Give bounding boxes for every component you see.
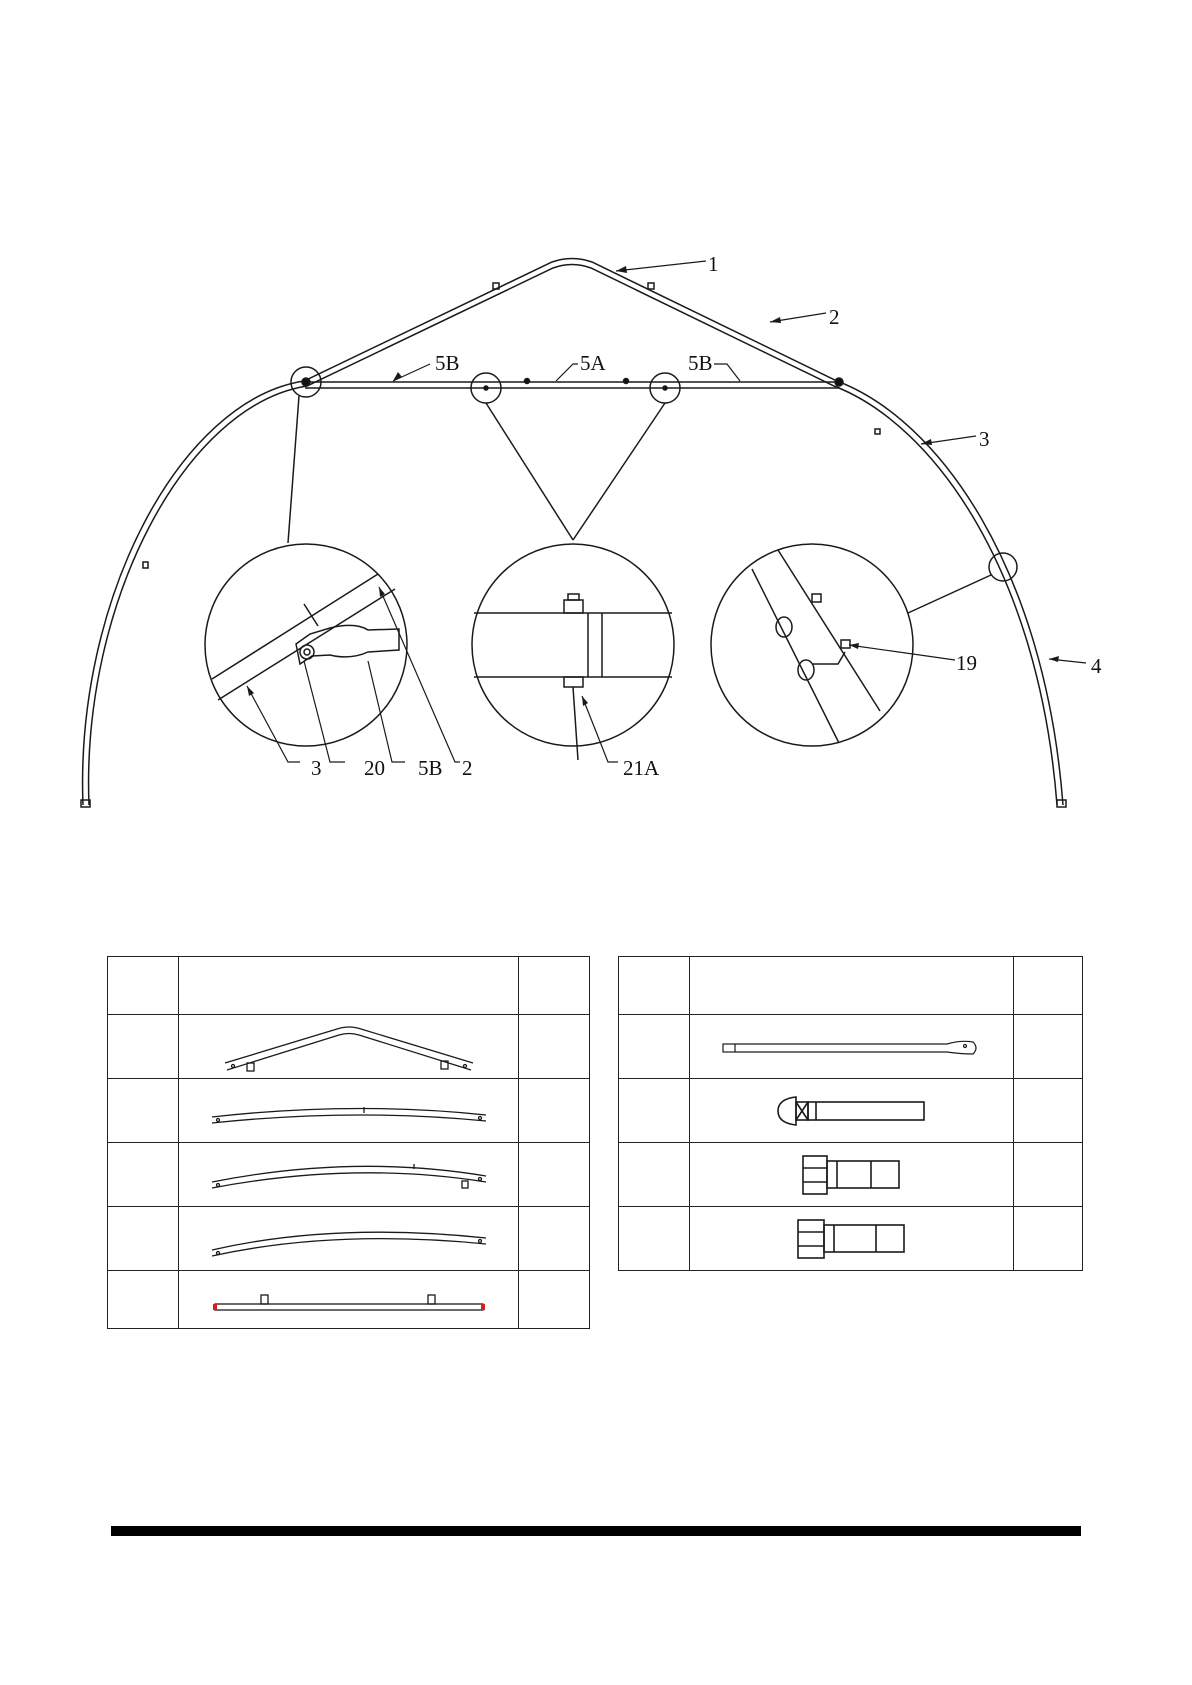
joint-marker-right [835, 378, 843, 386]
callout-3: 3 [979, 427, 990, 451]
table-row [108, 1079, 590, 1143]
header-cell-no [108, 957, 179, 1015]
table-row [108, 1015, 590, 1079]
arch-joint-4 [875, 429, 880, 434]
arch-middle-tube-illustration [204, 1150, 494, 1200]
callout-5b-left: 5B [435, 351, 460, 375]
detail-center-content [474, 594, 672, 760]
table-header-row [108, 957, 590, 1015]
parts-table-right [618, 956, 1083, 1271]
callout-1: 1 [708, 252, 719, 276]
detail-leader-left [288, 396, 299, 543]
detail-left-content [212, 574, 399, 700]
brace-hole-1 [525, 379, 530, 384]
callout-detail-19: 19 [956, 651, 977, 675]
table-row [108, 1271, 590, 1329]
table-row [619, 1079, 1083, 1143]
callout-detail-21a: 21A [623, 756, 660, 780]
carriage-bolt-illustration [772, 1091, 932, 1131]
footer-rule [111, 1526, 1081, 1536]
center-brace-illustration [209, 1282, 489, 1318]
table-row [619, 1207, 1083, 1271]
callout-detail-5b: 5B [418, 756, 443, 780]
table-header-row [619, 957, 1083, 1015]
detail-leader-center-a [486, 403, 573, 540]
detail-circle-right [711, 544, 913, 746]
detail-leader-right [908, 575, 991, 613]
callout-2: 2 [829, 305, 840, 329]
detail-leader-center-b [573, 403, 665, 540]
table-row [619, 1015, 1083, 1079]
arch-joint-2 [648, 283, 654, 289]
header-cell-part [179, 957, 519, 1015]
table-row [108, 1143, 590, 1207]
arch-upper-tube-illustration [204, 1091, 494, 1131]
callout-4: 4 [1091, 654, 1102, 678]
hex-bolt-long-illustration [792, 1214, 912, 1264]
hex-bolt-short-illustration [797, 1150, 907, 1200]
brace-hole-2 [624, 379, 629, 384]
callout-5b-right: 5B [688, 351, 713, 375]
callout-detail-20: 20 [364, 756, 385, 780]
table-row [619, 1143, 1083, 1207]
arch-frame-outer [83, 259, 1063, 806]
callout-detail-2: 2 [462, 756, 473, 780]
detail-circle-center [472, 544, 674, 746]
header-cell-qty [519, 957, 590, 1015]
arch-lower-tube-illustration [204, 1214, 494, 1264]
arch-top-tube-illustration [219, 1019, 479, 1075]
arch-frame-inner [89, 265, 1057, 806]
side-brace-illustration [717, 1032, 987, 1062]
joint-marker-left [302, 378, 310, 386]
parts-table-left [107, 956, 590, 1329]
arch-joint-3 [143, 562, 148, 568]
table-row [108, 1207, 590, 1271]
arch-foot-right [1057, 800, 1066, 807]
callout-5a: 5A [580, 351, 606, 375]
callout-detail-3: 3 [311, 756, 322, 780]
